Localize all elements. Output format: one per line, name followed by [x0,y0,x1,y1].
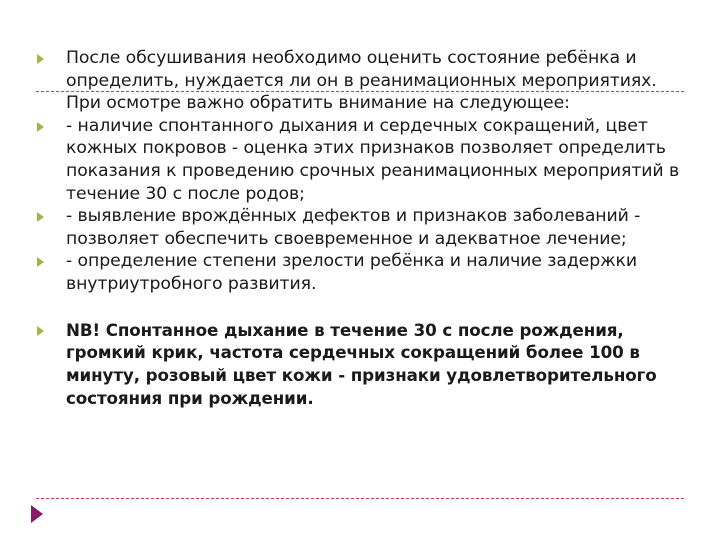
bullet-text: - определение степени зрелости ребёнка и наличие задержки внутриутробного развития. [66,251,638,294]
bullet-item [36,250,692,295]
triangle-bullet-icon [37,212,44,222]
triangle-bullet-icon [37,257,44,267]
bullet-list [36,47,692,410]
bullet-text: После обсушивания необходимо оценить состояние ребёнка и определить, нуждается ли он в реанимационных мероприятиях. При осмотре важно обратить внимание на следующее: [66,48,657,114]
triangle-bullet-icon [37,54,44,64]
bullet-item [36,47,692,115]
bullet-text: - выявление врождённых дефектов и признаков заболеваний - позволяет обеспечить своевременное и адекватное лечение; [66,206,641,249]
nb-note-text: NB! Спонтанное дыхание в течение 30 с после рождения, громкий крик, частота сердечных сокращений более 100 в минуту, розовый цвет кожи - признаки удовлетворительного состояния при рождении. [66,319,657,408]
bullet-text: - наличие спонтанного дыхания и сердечных сокращений, цвет кожных покровов - оценка этих признаков позволяет определить показания к проведению срочных реанимационных мероприятий в течение 30 с после родов; [66,115,680,204]
nb-note-item [36,319,692,410]
triangle-bullet-icon [37,326,44,336]
bullet-item [36,115,692,205]
triangle-bullet-icon [37,122,44,132]
bottom-divider-line [36,498,684,499]
bullet-item [36,205,692,250]
play-arrow-shape [31,505,43,523]
play-arrow-icon[interactable] [31,505,43,523]
